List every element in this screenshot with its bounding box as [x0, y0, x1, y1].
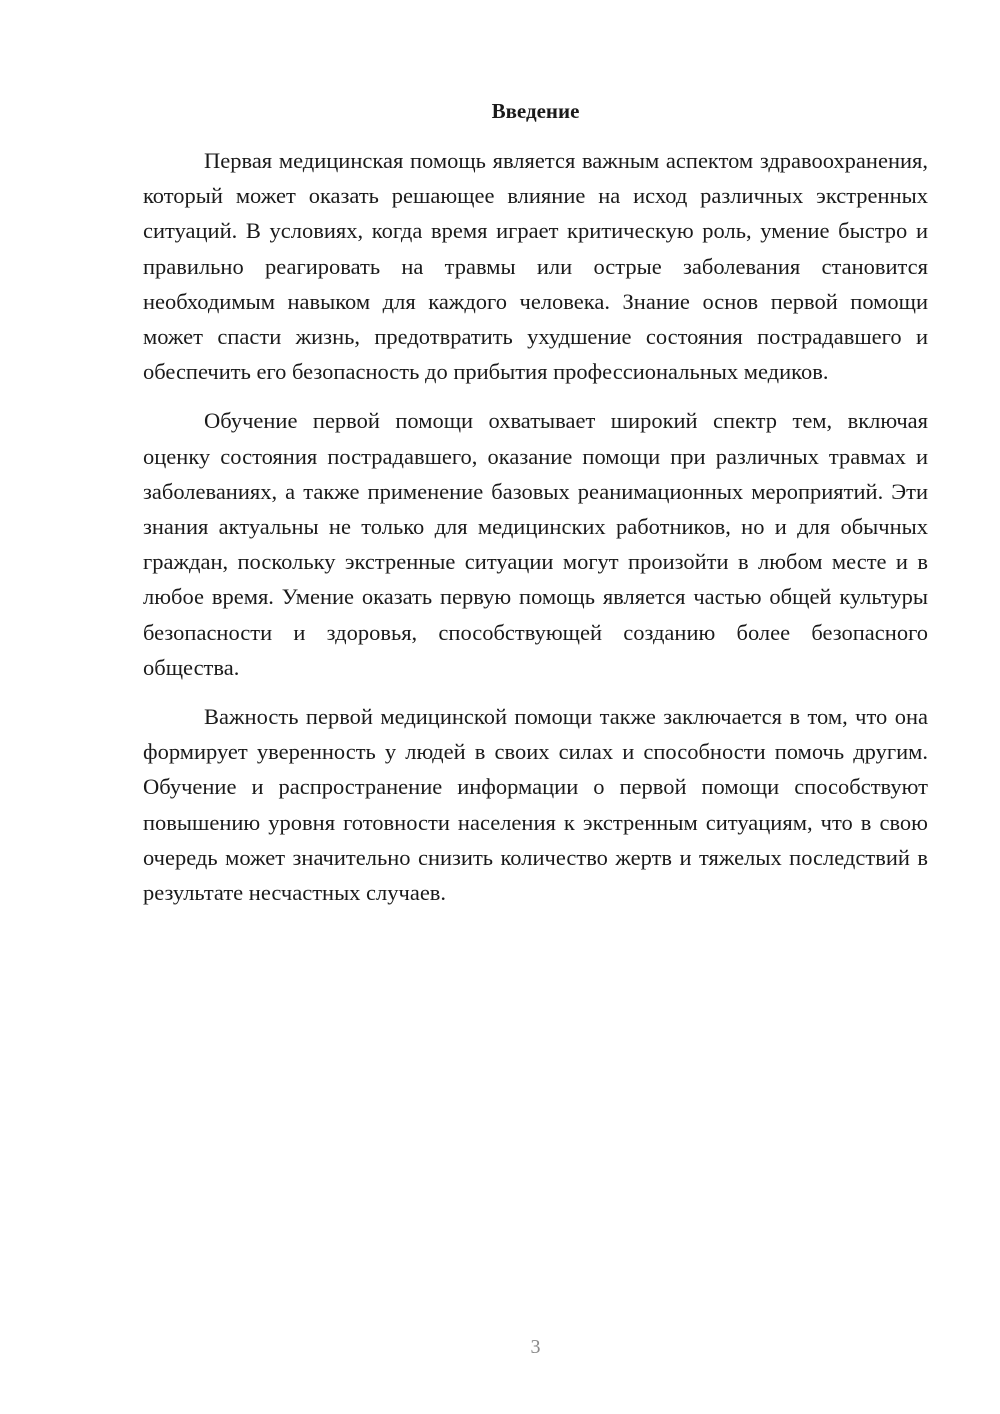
document-body [143, 143, 928, 924]
paragraph-1: Первая медицинская помощь является важным аспектом здравоохранения, который может оказать решающее влияние на исход различных экстренных ситуаций. В условиях, когда время играет критическую роль, умение быстро и правильно реагировать на травмы или острые заболевания становится необходимым навыком для каждого человека. Знание основ первой помощи может спасти жизнь, предотвратить ухудшение состояния пострадавшего и обеспечить его безопасность до прибытия профессиональных медиков. [143, 148, 928, 385]
section-heading: Введение [491, 99, 580, 123]
page-number: 3 [530, 1336, 541, 1358]
paragraph-2: Обучение первой помощи охватывает широкий спектр тем, включая оценку состояния пострадавшего, оказание помощи при различных травмах и заболеваниях, а также применение базовых реанимационных мероприятий. Эти знания актуальны не только для медицинских работников, но и для обычных граждан, поскольку экстренные ситуации могут произойти в любом месте и в любое время. Умение оказать первую помощь является частью общей культуры безопасности и здоровья, способствующей созданию более безопасного общества. [143, 408, 928, 680]
paragraph-3: Важность первой медицинской помощи также заключается в том, что она формирует уверенность у людей в своих силах и способности помочь другим. Обучение и распространение информации о первой помощи способствуют повышению уровня готовности населения к экстренным ситуациям, что в свою очередь может значительно снизить количество жертв и тяжелых последствий в результате несчастных случаев. [143, 704, 928, 906]
